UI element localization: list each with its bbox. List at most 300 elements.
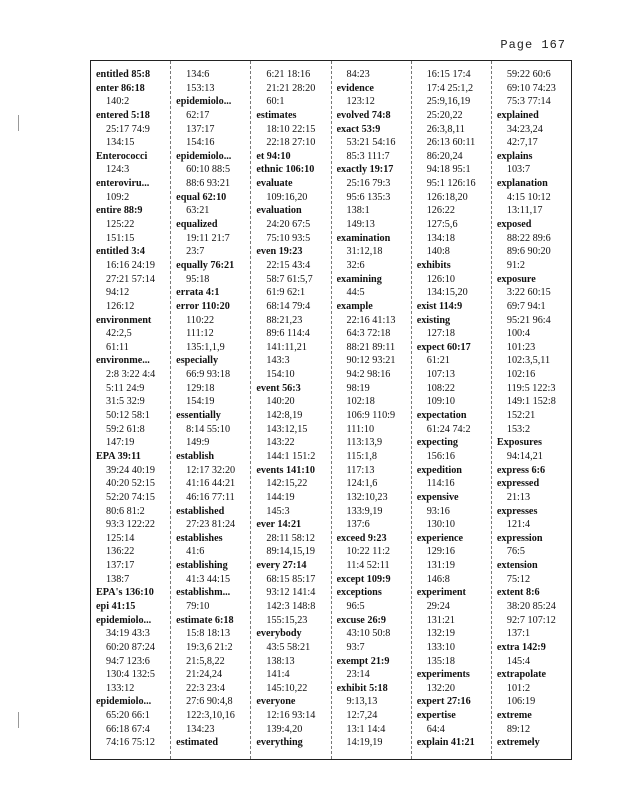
index-page-refs: 32:6 (346, 259, 365, 271)
index-page-refs: 25:17 74:9 (106, 123, 150, 135)
index-term: epidemiolo... (96, 696, 152, 708)
index-term: essentially (176, 410, 221, 422)
index-page-refs: 102:16 (506, 369, 536, 381)
index-term: establishing (176, 560, 228, 572)
index-page-refs: 26:13 60:11 (426, 137, 476, 149)
index-term: event 56:3 (256, 382, 301, 394)
index-page-refs: 93:3 122:22 (106, 519, 155, 531)
index-page-refs: 154:16 (186, 137, 215, 149)
index-term: extent 8:6 (496, 587, 540, 599)
index-page-refs: 147:19 (106, 437, 135, 449)
index-page-refs: 42:7,17 (506, 137, 538, 149)
index-page-refs: 111:10 (346, 423, 375, 435)
index-term: explanation (496, 178, 548, 190)
index-page-refs: 139:4,20 (266, 723, 303, 735)
index-term: excuse 26:9 (336, 614, 387, 626)
index-page-refs: 4:15 10:12 (506, 191, 551, 203)
index-page-refs: 109:2 (106, 191, 130, 203)
index-page-refs: 9:13,13 (346, 696, 378, 708)
index-page-refs: 59:2 61:8 (106, 423, 145, 435)
index-term: entire 88:9 (96, 205, 143, 217)
index-page-refs: 130:4 132:5 (106, 669, 155, 681)
index-term: expression (496, 532, 543, 544)
index-page-refs: 145:4 (506, 655, 531, 667)
index-term: extremely (496, 737, 540, 749)
index-page-refs: 136:22 (106, 546, 135, 558)
index-page-refs: 86:20,24 (426, 150, 463, 162)
index-term: extension (496, 560, 538, 572)
index-term: enter 86:18 (96, 82, 145, 94)
index-term: expedition (416, 464, 462, 476)
index-page-refs: 19:11 21:7 (186, 232, 230, 244)
index-page-refs: 145:10,22 (266, 682, 308, 694)
index-page-refs: 117:13 (346, 464, 375, 476)
index-page-refs: 132:10,23 (346, 491, 388, 503)
index-page-refs: 17:4 25:1,2 (426, 82, 474, 94)
index-page-refs: 60:1 (266, 96, 285, 108)
index-term: estimate 6:18 (176, 614, 234, 626)
page-number: Page 167 (500, 38, 566, 52)
margin-mark (18, 115, 25, 131)
index-term: equalized (176, 219, 218, 231)
index-term: EPA's 136:10 (96, 587, 154, 599)
index-page-refs: 94:12 (106, 287, 130, 299)
index-term: examination (336, 232, 391, 244)
index-term: expect 60:17 (416, 341, 471, 353)
index-page-refs: 74:16 75:12 (106, 737, 155, 749)
index-page-refs: 79:10 (186, 600, 210, 612)
index-page-refs: 127:18 (426, 328, 455, 340)
index-page-refs: 131:19 (426, 560, 455, 572)
index-page-refs: 89:12 (506, 723, 531, 735)
index-page-refs: 108:22 (426, 382, 455, 394)
index-page-refs: 134:18 (426, 232, 455, 244)
index-page-refs: 12:7,24 (346, 710, 378, 722)
index-page-frame (90, 60, 572, 760)
index-page-refs: 61:21 (426, 355, 450, 367)
index-page-refs: 106:19 (506, 696, 536, 708)
index-page-refs: 143:3 (266, 355, 290, 367)
index-page-refs: 25:9,16,19 (426, 96, 471, 108)
index-page-refs: 154:10 (266, 369, 295, 381)
index-term: entitled 3:4 (96, 246, 145, 258)
index-page-refs: 89:6 114:4 (266, 328, 310, 340)
index-page-refs: 75:12 (506, 573, 531, 585)
index-page-refs: 16:16 24:19 (106, 259, 155, 271)
index-page-refs: 100:4 (506, 328, 531, 340)
index-term: especially (176, 355, 219, 367)
index-page-refs: 94:7 123:6 (106, 655, 150, 667)
index-page-refs: 137:1 (506, 628, 531, 640)
index-page-refs: 60:10 88:5 (186, 164, 231, 176)
index-page-refs: 5:11 24:9 (106, 382, 145, 394)
index-page-refs: 58:7 61:5,7 (266, 273, 313, 285)
index-term: explain 41:21 (416, 737, 475, 749)
index-page-refs: 52:20 74:15 (106, 491, 155, 503)
index-page-refs: 138:7 (106, 573, 130, 585)
index-page-refs: 75:10 93:5 (266, 232, 311, 244)
index-page-refs: 62:17 (186, 109, 210, 121)
index-term: estimates (256, 109, 297, 121)
index-page-refs: 94:14,21 (506, 450, 543, 462)
index-term: exhibits (416, 259, 451, 271)
index-page-refs: 144:1 151:2 (266, 450, 316, 462)
index-term: equal 62:10 (176, 191, 227, 203)
index-page-refs: 34:19 43:3 (106, 628, 150, 640)
index-page-refs: 28:11 58:12 (266, 532, 315, 544)
index-term: examining (336, 273, 382, 285)
index-page-refs: 141:11,21 (266, 341, 307, 353)
index-page-refs: 46:16 77:11 (186, 491, 235, 503)
index-page-refs: 22:3 23:4 (186, 682, 225, 694)
index-term: everyone (256, 696, 296, 708)
index-term: expert 27:16 (416, 696, 471, 708)
index-page-refs: 98:19 (346, 382, 370, 394)
index-term: existing (416, 314, 451, 326)
index-page-refs: 125:14 (106, 532, 135, 544)
index-term: epidemiolo... (176, 150, 232, 162)
index-term: evidence (336, 82, 374, 94)
index-page-refs: 12:17 32:20 (186, 464, 236, 476)
index-page-refs: 34:23,24 (506, 123, 543, 135)
index-page-refs: 41:6 (186, 546, 205, 558)
index-page-refs: 76:5 (506, 546, 525, 558)
index-page-refs: 129:18 (186, 382, 215, 394)
index-page-refs: 61:11 (106, 341, 129, 353)
index-term: explained (496, 109, 539, 121)
index-page-refs: 140:20 (266, 396, 295, 408)
index-page-refs: 142:3 148:8 (266, 600, 316, 612)
index-page-refs: 61:24 74:2 (426, 423, 471, 435)
index-page-refs: 95:18 (186, 273, 210, 285)
index-term: expecting (416, 437, 458, 449)
index-page-refs: 91:2 (506, 259, 525, 271)
index-page-refs: 44:5 (346, 287, 365, 299)
index-term: expectation (416, 410, 467, 422)
index-page-refs: 141:4 (266, 669, 290, 681)
index-page-refs: 64:3 72:18 (346, 328, 391, 340)
index-page-refs: 63:21 (186, 205, 210, 217)
index-page-refs: 60:20 87:24 (106, 641, 155, 653)
index-page-refs: 109:16,20 (266, 191, 308, 203)
index-page-refs: 122:3,10,16 (186, 710, 235, 722)
index-term: enteroviru... (96, 178, 150, 190)
index-page-refs: 27:21 57:14 (106, 273, 155, 285)
index-column-6 (492, 61, 571, 759)
index-page-refs: 22:16 41:13 (346, 314, 396, 326)
index-page-refs: 68:15 85:17 (266, 573, 316, 585)
index-column-3 (251, 61, 331, 759)
index-term: even 19:23 (256, 246, 303, 258)
index-page-refs: 21:24,24 (186, 669, 223, 681)
index-page-refs: 89:6 90:20 (506, 246, 551, 258)
index-term: errata 4:1 (176, 287, 220, 299)
index-page-refs: 40:20 52:15 (106, 478, 155, 490)
index-page-refs: 131:21 (426, 614, 455, 626)
index-term: Exposures (496, 437, 542, 449)
index-page-refs: 101:2 (506, 682, 531, 694)
margin-mark (18, 712, 25, 728)
index-page-refs: 156:16 (426, 450, 455, 462)
index-term: establishm... (176, 587, 231, 599)
index-column-1 (91, 61, 171, 759)
index-page-refs: 113:13,9 (346, 437, 383, 449)
index-page-refs: 29:24 (426, 600, 450, 612)
index-page-refs: 142:15,22 (266, 478, 308, 490)
index-columns (91, 61, 571, 759)
index-term: everybody (256, 628, 302, 640)
index-page-refs: 137:17 (106, 560, 135, 572)
index-term: epi 41:15 (96, 600, 136, 612)
index-page-refs: 6:21 18:16 (266, 69, 311, 80)
index-page-refs: 101:23 (506, 341, 536, 353)
index-term: EPA 39:11 (96, 450, 141, 462)
index-page-refs: 3:22 60:15 (506, 287, 551, 299)
index-page-refs: 126:22 (426, 205, 455, 217)
index-page-refs: 88:22 89:6 (506, 232, 551, 244)
index-page-refs: 146:8 (426, 573, 450, 585)
index-term: environme... (96, 355, 150, 367)
index-page-refs: 140:2 (106, 96, 130, 108)
index-page-refs: 19:3,6 21:2 (186, 641, 233, 653)
index-page-refs: 143:12,15 (266, 423, 308, 435)
index-page-refs: 127:5,6 (426, 219, 458, 231)
index-page-refs: 21:13 (506, 491, 531, 503)
index-page-refs: 31:5 32:9 (106, 396, 145, 408)
index-page-refs: 95:21 96:4 (506, 314, 551, 326)
index-term: evaluate (256, 178, 293, 190)
index-page-refs: 125:22 (106, 219, 135, 231)
index-term: error 110:20 (176, 300, 230, 312)
index-term: epidemiolo... (96, 614, 152, 626)
index-term: exposure (496, 273, 536, 285)
index-page-refs: 149:13 (346, 219, 375, 231)
index-term: experiment (416, 587, 466, 599)
index-term: example (336, 300, 373, 312)
index-term: equally 76:21 (176, 259, 235, 271)
index-page-refs: 132:19 (426, 628, 455, 640)
index-term: extrapolate (496, 669, 547, 681)
index-page-refs: 95:1 126:16 (426, 178, 476, 190)
index-page-refs: 15:8 18:13 (186, 628, 231, 640)
index-page-refs: 11:4 52:11 (346, 560, 390, 572)
index-page-refs: 149:9 (186, 437, 210, 449)
index-page-refs: 41:16 44:21 (186, 478, 236, 490)
index-page-refs: 121:4 (506, 519, 531, 531)
index-page-refs: 25:16 79:3 (346, 178, 391, 190)
index-page-refs: 93:16 (426, 505, 450, 517)
index-page-refs: 110:22 (186, 314, 215, 326)
index-page-refs: 41:3 44:15 (186, 573, 231, 585)
index-page-refs: 129:16 (426, 546, 455, 558)
index-term: exceed 9:23 (336, 532, 387, 544)
index-page-refs: 142:8,19 (266, 410, 303, 422)
index-page-refs: 135:1,1,9 (186, 341, 225, 353)
index-page-refs: 134:23 (186, 723, 215, 735)
index-page-refs: 132:20 (426, 682, 455, 694)
index-page-refs: 103:7 (506, 164, 531, 176)
index-term: experience (416, 532, 464, 544)
index-page-refs: 152:21 (506, 410, 536, 422)
index-page-refs: 145:3 (266, 505, 290, 517)
index-term: epidemiolo... (176, 96, 232, 108)
index-page-refs: 106:9 110:9 (346, 410, 396, 422)
index-page-refs: 144:19 (266, 491, 295, 503)
index-page-refs: 14:19,19 (346, 737, 383, 749)
index-page-refs: 124:3 (106, 164, 130, 176)
index-page-refs: 88:21,23 (266, 314, 303, 326)
index-term: environment (96, 314, 152, 326)
index-page-refs: 93:7 (346, 641, 365, 653)
index-page-refs: 126:18,20 (426, 191, 468, 203)
index-term: exist 114:9 (416, 300, 463, 312)
index-page-refs: 18:10 22:15 (266, 123, 316, 135)
index-page-refs: 126:10 (426, 273, 455, 285)
index-page-refs: 137:6 (346, 519, 370, 531)
index-page-refs: 138:1 (346, 205, 370, 217)
index-column-4 (332, 61, 412, 759)
index-term: exhibit 5:18 (336, 682, 388, 694)
index-term: everything (256, 737, 303, 749)
index-page-refs: 149:1 152:8 (506, 396, 556, 408)
index-term: express 6:6 (496, 464, 546, 476)
index-term: evolved 74:8 (336, 109, 391, 121)
index-page-refs: 8:14 55:10 (186, 423, 231, 435)
index-page-refs: 23:14 (346, 669, 370, 681)
index-page-refs: 123:12 (346, 96, 375, 108)
index-term: experiments (416, 669, 470, 681)
index-page-refs: 23:7 (186, 246, 205, 258)
index-page-refs: 42:2,5 (106, 328, 132, 340)
index-page-refs: 21:21 28:20 (266, 82, 316, 94)
index-page-refs: 53:21 54:16 (346, 137, 396, 149)
index-page-refs: 95:6 135:3 (346, 191, 391, 203)
index-page-refs: 16:15 17:4 (426, 69, 471, 80)
index-page-refs: 153:2 (506, 423, 531, 435)
index-term: et 94:10 (256, 150, 291, 162)
index-term: exposed (496, 219, 532, 231)
index-term: expertise (416, 710, 456, 722)
index-term: every 27:14 (256, 560, 307, 572)
index-page-refs: 115:1,8 (346, 450, 377, 462)
index-page-refs: 80:6 81:2 (106, 505, 145, 517)
index-page-refs: 69:10 74:23 (506, 82, 556, 94)
index-term: ethnic 106:10 (256, 164, 315, 176)
index-page-refs: 68:14 79:4 (266, 300, 311, 312)
index-term: exempt 21:9 (336, 655, 390, 667)
index-page-refs: 151:15 (106, 232, 135, 244)
index-page-refs: 85:3 111:7 (346, 150, 390, 162)
index-page-refs: 22:18 27:10 (266, 137, 316, 149)
index-page-refs: 154:19 (186, 396, 215, 408)
index-page-refs: 26:3,8,11 (426, 123, 465, 135)
index-page-refs: 153:13 (186, 82, 215, 94)
index-page-refs: 27:23 81:24 (186, 519, 236, 531)
index-column-5 (412, 61, 492, 759)
index-page-refs: 134:15 (106, 137, 135, 149)
index-page-refs: 133:12 (106, 682, 135, 694)
index-term: entered 5:18 (96, 109, 150, 121)
index-page-refs: 92:7 107:12 (506, 614, 556, 626)
index-term: events 141:10 (256, 464, 315, 476)
index-term: extra 142:9 (496, 641, 546, 653)
index-page-refs: 88:21 89:11 (346, 341, 396, 353)
index-term: exact 53:9 (336, 123, 381, 135)
index-page-refs: 126:12 (106, 300, 135, 312)
index-page-refs: 66:9 93:18 (186, 369, 231, 381)
index-page-refs: 12:16 93:14 (266, 710, 316, 722)
index-term: expressed (496, 478, 540, 490)
index-term: explains (496, 150, 533, 162)
index-page-refs: 94:18 95:1 (426, 164, 471, 176)
index-page-refs: 119:5 122:3 (506, 382, 556, 394)
index-page-refs: 109:10 (426, 396, 455, 408)
index-page-refs: 138:13 (266, 655, 295, 667)
index-page-refs: 133:9,19 (346, 505, 383, 517)
index-page-refs: 75:3 77:14 (506, 96, 551, 108)
index-page-refs: 22:15 43:4 (266, 259, 311, 271)
index-column-2 (171, 61, 251, 759)
index-term: Enterococci (96, 150, 148, 162)
index-page-refs: 50:12 58:1 (106, 410, 150, 422)
index-page-refs: 38:20 85:24 (506, 600, 556, 612)
index-page-refs: 114:16 (426, 478, 455, 490)
index-page-refs: 135:18 (426, 655, 455, 667)
index-page-refs: 111:12 (186, 328, 214, 340)
index-term: except 109:9 (336, 573, 391, 585)
index-term: exceptions (336, 587, 382, 599)
index-page-refs: 13:11,17 (506, 205, 543, 217)
index-page-refs: 134:15,20 (426, 287, 468, 299)
index-page-refs: 43:10 50:8 (346, 628, 391, 640)
index-page-refs: 133:10 (426, 641, 455, 653)
index-term: expresses (496, 505, 538, 517)
index-term: establishes (176, 532, 223, 544)
index-page-refs: 69:7 94:1 (506, 300, 546, 312)
index-term: estimated (176, 737, 219, 749)
index-page-refs: 2:8 3:22 4:4 (106, 369, 156, 381)
index-page-refs: 90:12 93:21 (346, 355, 396, 367)
index-term: established (176, 505, 225, 517)
index-page-refs: 94:2 98:16 (346, 369, 391, 381)
index-page-refs: 130:10 (426, 519, 455, 531)
index-page-refs: 102:3,5,11 (506, 355, 551, 367)
index-page-refs: 31:12,18 (346, 246, 383, 258)
index-term: establish (176, 450, 215, 462)
index-page-refs: 66:18 67:4 (106, 723, 150, 735)
index-page-refs: 64:4 (426, 723, 445, 735)
index-page-refs: 102:18 (346, 396, 375, 408)
index-page-refs: 96:5 (346, 600, 365, 612)
index-term: exactly 19:17 (336, 164, 394, 176)
index-page-refs: 10:22 11:2 (346, 546, 391, 558)
index-page-refs: 24:20 67:5 (266, 219, 311, 231)
index-page-refs: 65:20 66:1 (106, 710, 150, 722)
index-page-refs: 84:23 (346, 69, 370, 80)
index-page-refs: 88:6 93:21 (186, 178, 231, 190)
index-page-refs: 59:22 60:6 (506, 69, 551, 80)
index-page-refs: 25:20,22 (426, 109, 463, 121)
index-page-refs: 21:5,8,22 (186, 655, 225, 667)
index-term: extreme (496, 710, 532, 722)
index-page-refs: 155:15,23 (266, 614, 308, 626)
index-page-refs: 39:24 40:19 (106, 464, 155, 476)
index-page-refs: 43:5 58:21 (266, 641, 311, 653)
index-term: expensive (416, 491, 459, 503)
index-term: evaluation (256, 205, 302, 217)
index-term: ever 14:21 (256, 519, 302, 531)
index-page-refs: 13:1 14:4 (346, 723, 386, 735)
